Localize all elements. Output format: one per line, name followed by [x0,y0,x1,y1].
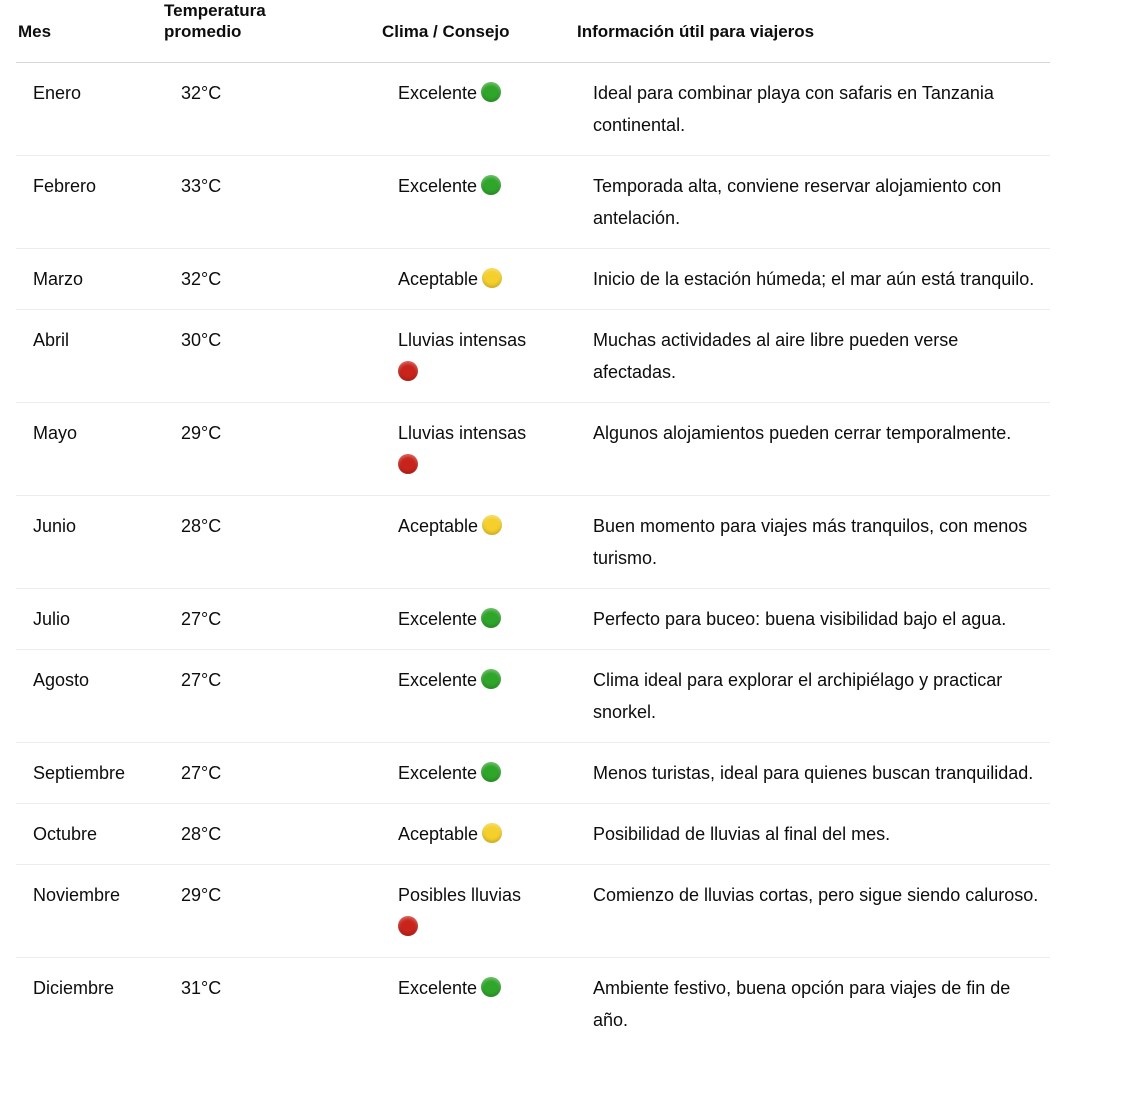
green-circle-icon [481,82,501,102]
cell-info: Posibilidad de lluvias al final del mes. [577,804,1050,865]
cell-temp: 27°C [164,743,382,804]
cell-mes: Junio [16,496,164,589]
clima-label: Excelente [398,609,478,629]
table-row [16,865,1050,958]
cell-mes: Septiembre [16,743,164,804]
cell-clima [382,310,577,403]
cell-mes: Octubre [16,804,164,865]
table-row [16,589,1050,650]
cell-info: Perfecto para buceo: buena visibilidad bajo el agua. [577,589,1050,650]
table-row [16,496,1050,589]
clima-label: Excelente [398,978,478,998]
table-row [16,743,1050,804]
cell-clima [382,804,577,865]
cell-clima [382,958,577,1051]
red-circle-icon [398,454,418,474]
table-row [16,63,1050,156]
cell-temp: 29°C [164,865,382,958]
cell-mes: Agosto [16,650,164,743]
cell-info: Buen momento para viajes más tranquilos, con menos turismo. [577,496,1050,589]
cell-info: Inicio de la estación húmeda; el mar aún está tranquilo. [577,249,1050,310]
cell-mes: Febrero [16,156,164,249]
clima-label: Lluvias intensas [398,330,527,350]
cell-temp: 27°C [164,650,382,743]
cell-clima [382,496,577,589]
cell-clima [382,249,577,310]
clima-label: Excelente [398,763,478,783]
clima-label: Excelente [398,83,478,103]
table-row [16,958,1050,1051]
cell-clima [382,589,577,650]
red-circle-icon [398,916,418,936]
cell-info: Algunos alojamientos pueden cerrar temporalmente. [577,403,1050,496]
cell-mes: Abril [16,310,164,403]
cell-info: Temporada alta, conviene reservar alojamiento con antelación. [577,156,1050,249]
cell-mes: Noviembre [16,865,164,958]
climate-table-container [16,0,1050,1050]
cell-info: Ideal para combinar playa con safaris en Tanzania continental. [577,63,1050,156]
green-circle-icon [481,608,501,628]
green-circle-icon [481,669,501,689]
cell-clima [382,63,577,156]
header-info: Información útil para viajeros [577,0,1050,63]
clima-label: Excelente [398,176,478,196]
cell-clima [382,403,577,496]
header-clima: Clima / Consejo [382,0,577,63]
cell-temp: 33°C [164,156,382,249]
clima-label: Aceptable [398,516,479,536]
cell-mes: Diciembre [33,978,115,998]
cell-temp: 28°C [164,496,382,589]
cell-temp: 31°C [181,978,222,998]
table-row [16,650,1050,743]
cell-clima [382,865,577,958]
cell-info: Muchas actividades al aire libre pueden verse afectadas. [577,310,1050,403]
table-row [16,156,1050,249]
cell-temp: 27°C [164,589,382,650]
cell-temp: 28°C [164,804,382,865]
cell-temp: 30°C [164,310,382,403]
cell-info: Comienzo de lluvias cortas, pero sigue siendo caluroso. [577,865,1050,958]
table-body [16,63,1050,1051]
table-row [16,310,1050,403]
header-temperatura [164,0,382,63]
cell-temp: 32°C [164,63,382,156]
cell-mes: Mayo [16,403,164,496]
climate-table [16,0,1050,1050]
header-temperatura-label: Temperatura promedio [164,1,266,41]
clima-label: Lluvias intensas [398,423,527,443]
table-row [16,403,1050,496]
clima-label: Excelente [398,670,478,690]
cell-info: Menos turistas, ideal para quienes buscan tranquilidad. [577,743,1050,804]
cell-temp: 32°C [164,249,382,310]
clima-label: Posibles lluvias [398,885,522,905]
cell-clima [382,156,577,249]
green-circle-icon [481,977,501,997]
cell-mes: Julio [16,589,164,650]
cell-mes: Enero [16,63,164,156]
table-header-row [16,0,1050,63]
red-circle-icon [398,361,418,381]
clima-label: Aceptable [398,269,479,289]
cell-temp: 29°C [164,403,382,496]
table-row [16,249,1050,310]
yellow-circle-icon [482,515,502,535]
cell-mes: Marzo [16,249,164,310]
cell-info: Ambiente festivo, buena opción para viajes de fin de año. [593,978,1011,1030]
table-row [16,804,1050,865]
yellow-circle-icon [482,268,502,288]
green-circle-icon [481,762,501,782]
yellow-circle-icon [482,823,502,843]
cell-clima [382,743,577,804]
header-mes: Mes [16,0,164,63]
clima-label: Aceptable [398,824,479,844]
cell-clima [382,650,577,743]
cell-info: Clima ideal para explorar el archipiélago y practicar snorkel. [577,650,1050,743]
green-circle-icon [481,175,501,195]
